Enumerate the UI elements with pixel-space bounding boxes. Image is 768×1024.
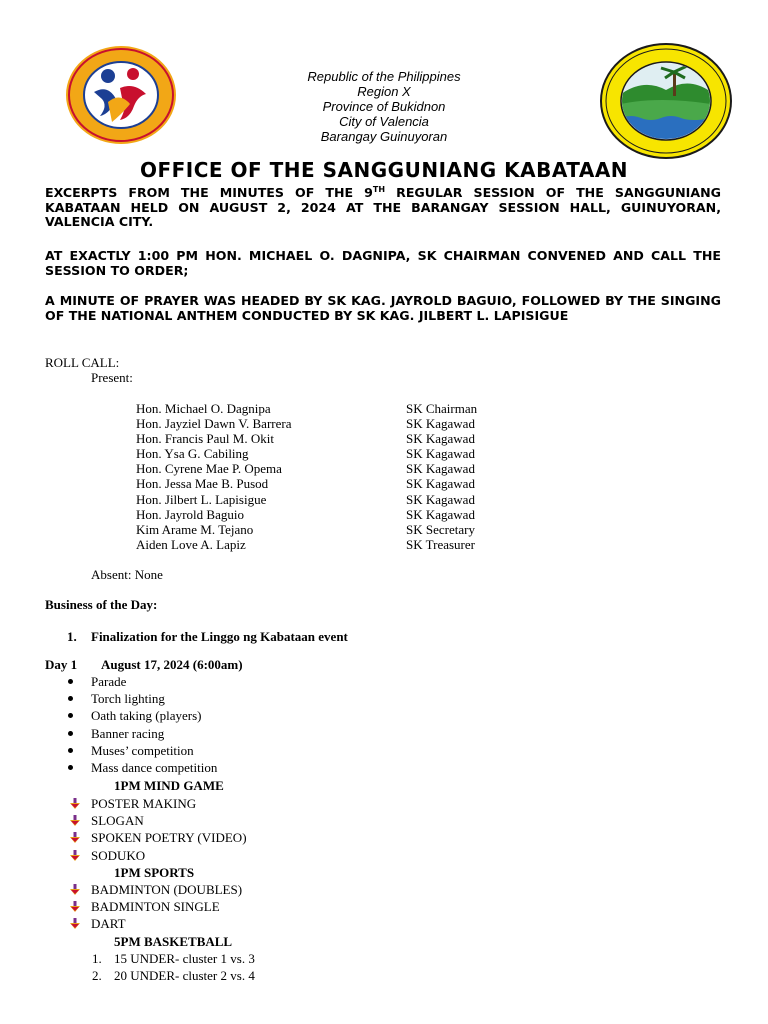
list-item [91, 760, 217, 777]
arrow-down-bullet-icon [70, 850, 80, 862]
member-row [136, 522, 536, 537]
list-item-text: Oath taking (players) [91, 708, 202, 724]
arrow-down-bullet-icon [70, 884, 80, 896]
bullet-icon [68, 765, 73, 770]
member-position: SK Secretary [406, 521, 475, 537]
list-item-text: Mass dance competition [91, 759, 218, 775]
roll-call-list [136, 401, 536, 552]
roll-call-label: ROLL CALL: [45, 355, 120, 370]
member-name: Hon. Michael O. Dagnipa [136, 401, 271, 416]
mind-game-heading: 1PM MIND GAME [114, 778, 224, 793]
member-row [136, 461, 536, 476]
list-item-text: Parade [91, 674, 127, 689]
sports-list [91, 882, 242, 934]
absent-text: Absent: None [91, 567, 163, 582]
present-label: Present: [91, 370, 133, 385]
member-name: Hon. Jayrold Baguio [136, 506, 244, 522]
list-item-text: 15 UNDER- cluster 1 vs. 3 [114, 951, 255, 966]
excerpt-paragraph [45, 186, 721, 230]
list-item [91, 830, 247, 847]
header-line-province: Province of Bukidnon [322, 99, 446, 114]
member-row [136, 507, 536, 522]
header-line-barangay: Barangay Guinuyoran [320, 129, 448, 144]
business-item-number: 1. [67, 629, 77, 644]
member-position: SK Kagawad [406, 476, 475, 492]
member-row [136, 401, 536, 416]
convened-paragraph: AT EXACTLY 1:00 PM HON. MICHAEL O. DAGNIPA, SK CHAIRMAN CONVENED AND CALL THE SESSION TO ORDER; [45, 248, 721, 278]
member-name: Hon. Jessa Mae B. Pusod [136, 476, 269, 492]
arrow-down-bullet-icon [70, 815, 80, 827]
list-item-number: 1. [92, 951, 102, 966]
bullet-icon [68, 713, 73, 718]
member-row [136, 492, 536, 507]
list-item [91, 813, 247, 830]
list-item [91, 899, 242, 916]
list-item [91, 916, 242, 933]
member-position: SK Kagawad [406, 506, 475, 522]
member-position: SK Kagawad [406, 416, 475, 432]
list-item-text: BADMINTON SINGLE [91, 899, 220, 915]
list-item [91, 691, 217, 708]
list-item-number: 2. [92, 968, 102, 984]
list-item-text: Banner racing [91, 725, 165, 741]
bullet-icon [68, 696, 73, 701]
header-line-republic: Republic of the Philippines [307, 69, 461, 84]
day-date: August 17, 2024 (6:00am) [101, 657, 243, 672]
list-item-text: DART [91, 916, 126, 932]
member-name: Hon. Francis Paul M. Okit [136, 431, 274, 447]
basketball-list [92, 951, 255, 985]
office-title: OFFICE OF THE SANGGUNIANG KABATAAN [139, 158, 629, 182]
member-row [136, 476, 536, 491]
member-position: SK Kagawad [406, 446, 475, 462]
excerpt-text-b: REGULAR SESSION OF THE SANGGUNIANG KABATAAN HELD ON AUGUST 2, 2024 AT THE BARANGAY SESSION HALL, GUINUYORAN, VALENCIA CITY. [45, 185, 721, 230]
mind-game-list [91, 796, 247, 865]
list-item [91, 882, 242, 899]
header-line-region: Region X [357, 84, 411, 99]
member-name: Hon. Jilbert L. Lapisigue [136, 491, 267, 507]
member-position: SK Chairman [406, 401, 478, 416]
list-item-text: BADMINTON (DOUBLES) [91, 882, 243, 897]
list-item-text: 20 UNDER- cluster 2 vs. 4 [114, 968, 255, 984]
day-label: Day 1 [45, 657, 78, 672]
sports-heading: 1PM SPORTS [114, 865, 195, 880]
excerpt-text-a: EXCERPTS FROM THE MINUTES OF THE 9 [45, 185, 373, 200]
list-item [91, 674, 217, 691]
bullet-icon [68, 731, 73, 736]
header-line-city: City of Valencia [339, 114, 429, 129]
basketball-heading: 5PM BASKETBALL [114, 934, 233, 949]
list-item [91, 726, 217, 743]
list-item [92, 968, 255, 985]
list-item [92, 951, 255, 968]
member-row [136, 431, 536, 446]
list-item-text: SLOGAN [91, 813, 144, 829]
member-row [136, 446, 536, 461]
member-name: Aiden Love A. Lapiz [136, 536, 246, 552]
member-position: SK Kagawad [406, 431, 475, 447]
member-name: Kim Arame M. Tejano [136, 521, 254, 537]
list-item [91, 743, 217, 760]
list-item-text: Muses’ competition [91, 742, 194, 758]
list-item-text: SODUKO [91, 847, 146, 863]
business-item-text: Finalization for the Linggo ng Kabataan event [91, 629, 348, 644]
arrow-down-bullet-icon [70, 798, 80, 810]
list-item [91, 796, 247, 813]
arrow-down-bullet-icon [70, 918, 80, 930]
member-position: SK Kagawad [406, 491, 475, 507]
list-item [91, 708, 217, 725]
arrow-down-bullet-icon [70, 901, 80, 913]
member-position: SK Kagawad [406, 461, 475, 477]
bullet-icon [68, 748, 73, 753]
prayer-paragraph: A MINUTE OF PRAYER WAS HEADED BY SK KAG. JAYROLD BAGUIO, FOLLOWED BY THE SINGING OF THE NATIONAL ANTHEM CONDUCTED BY SK KAG. JILBERT L. LAPISIGUE [45, 293, 721, 323]
member-row [136, 537, 536, 552]
member-name: Hon. Cyrene Mae P. Opema [136, 461, 282, 477]
member-name: Hon. Jayziel Dawn V. Barrera [136, 416, 292, 432]
member-position: SK Treasurer [406, 536, 475, 552]
day1-activity-list [91, 674, 217, 777]
member-row [136, 416, 536, 431]
bullet-icon [68, 679, 73, 684]
list-item-text: Torch lighting [91, 691, 165, 707]
business-heading: Business of the Day: [45, 597, 158, 612]
list-item-text: SPOKEN POETRY (VIDEO) [91, 830, 247, 846]
list-item-text: POSTER MAKING [91, 796, 197, 811]
member-name: Hon. Ysa G. Cabiling [136, 446, 249, 462]
arrow-down-bullet-icon [70, 832, 80, 844]
excerpt-superscript: TH [372, 184, 386, 194]
list-item [91, 848, 247, 865]
